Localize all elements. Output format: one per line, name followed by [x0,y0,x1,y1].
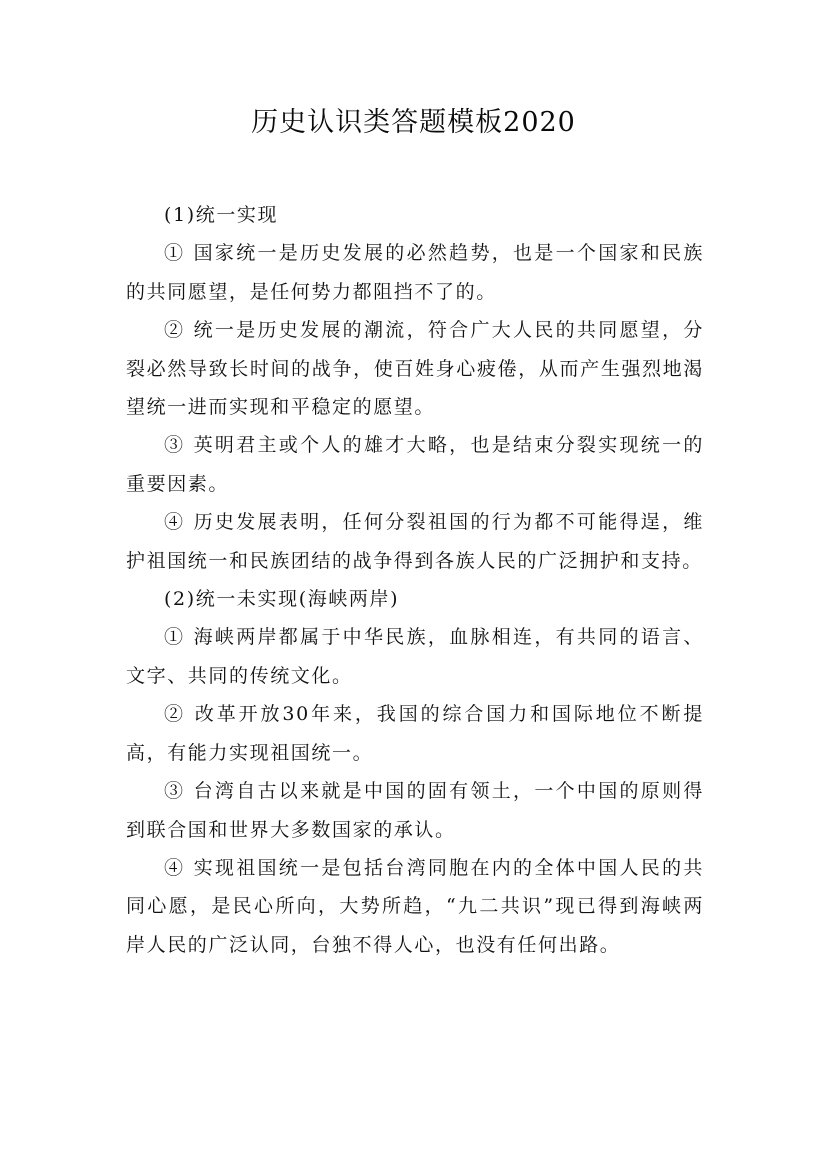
paragraph: ③ 英明君主或个人的雄才大略，也是结束分裂实现统一的重要因素。 [126,434,704,495]
section-heading-unified: (1)统一实现 [164,204,279,226]
paragraph: ④ 实现祖国统一是包括台湾同胞在内的全体中国人民的共同心愿，是民心所向，大势所趋，“九二共识”现已得到海峡两岸人民的广泛认同，台独不得人心，也没有任何出路。 [126,856,704,956]
paragraph: ① 海峡两岸都属于中华民族，血脉相连，有共同的语言、文字、共同的传统文化。 [126,626,704,687]
paragraph: ③ 台湾自古以来就是中国的固有领土，一个中国的原则得到联合国和世界大多数国家的承认。 [126,780,704,841]
paragraph: ① 国家统一是历史发展的必然趋势，也是一个国家和民族的共同愿望，是任何势力都阻挡不了的。 [126,242,704,303]
section-heading-not-unified: (2)统一未实现(海峡两岸) [164,588,400,611]
paragraph: ② 改革开放30年来，我国的综合国力和国际地位不断提高，有能力实现祖国统一。 [126,703,704,764]
document-title: 历史认识类答题模板2020 [251,107,576,138]
paragraph: ② 统一是历史发展的潮流，符合广大人民的共同愿望，分裂必然导致长时间的战争，使百姓身心疲倦，从而产生强烈地渴望统一进而实现和平稳定的愿望。 [126,319,704,419]
paragraph: ④ 历史发展表明，任何分裂祖国的行为都不可能得逞，维护祖国统一和民族团结的战争得到各族人民的广泛拥护和支持。 [126,511,704,572]
document-body [126,196,704,964]
